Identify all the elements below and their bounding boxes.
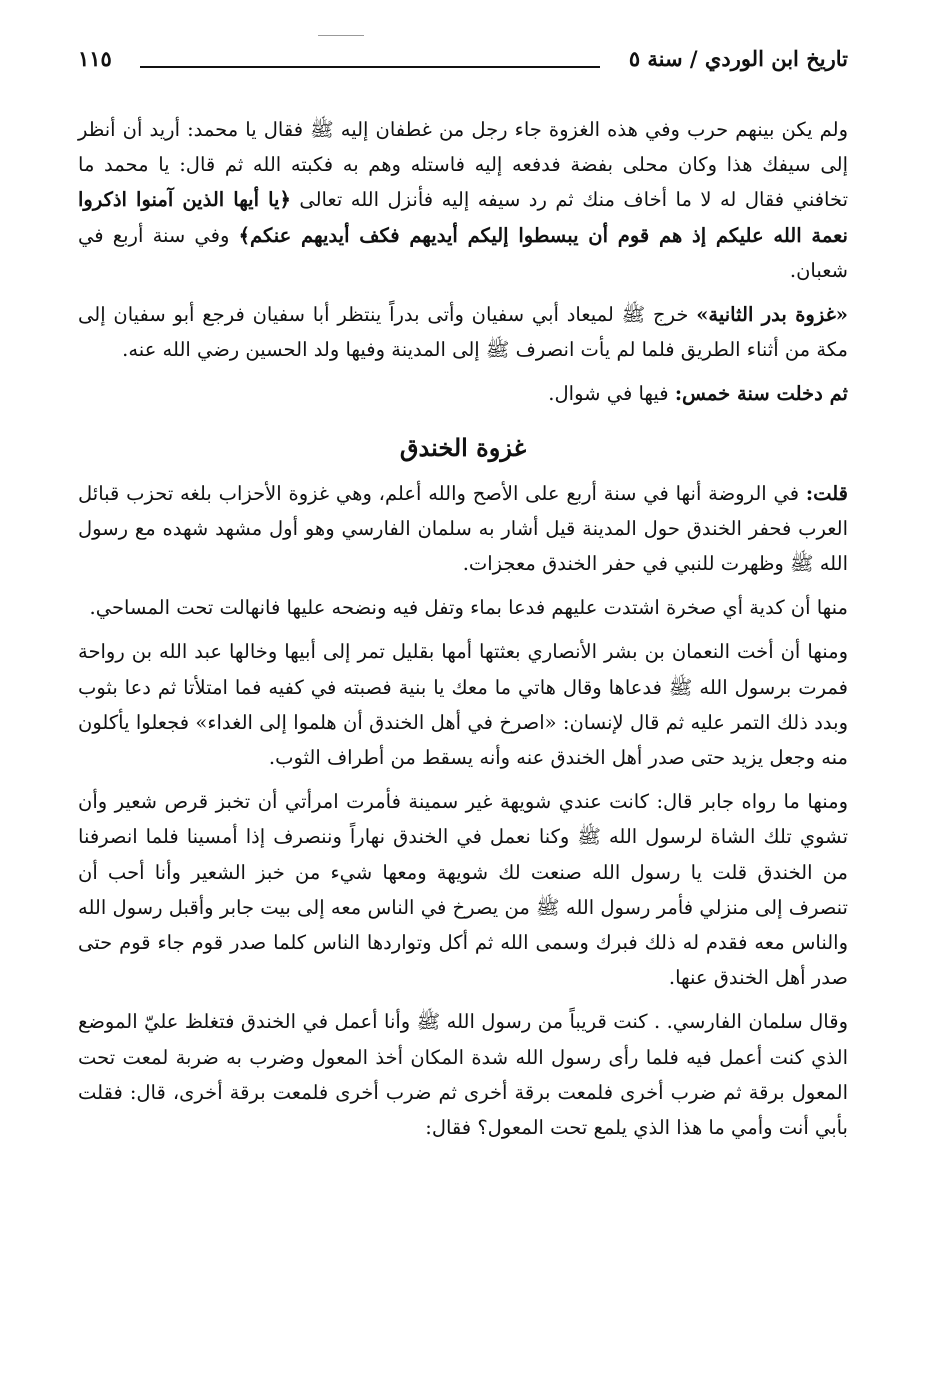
running-title: تاريخ ابن الوردي / سنة ٥ <box>628 46 848 71</box>
section-heading: غزوة الخندق <box>399 432 527 462</box>
paragraph <box>78 297 848 367</box>
paragraph-text: وفي سنة أربع في شعبان. <box>78 223 848 282</box>
page-number: ١١٥ <box>78 46 112 71</box>
paragraph <box>78 634 848 775</box>
paragraph-text: ومنها ما رواه جابر قال: كانت عندي شويهة غير سمينة فأمرت امرأتي أن تخبز قرص شعير وأن تشوي تلك الشاة لرسول الله ﷺ وكنا نعمل في الخندق نهاراً وننصرف إذا أمسينا فلما انصرفنا من الخندق قلت يا رسول الله صنعت لك شويهة ومعها شيء من خبز الشعير وأنا أحب أن تنصرف إلى منزلي فأمر رسول الله ﷺ من يصرخ في الناس معه إلى بيت جابر وأقبل رسول الله والناس معه فقدم له ذلك فبرك وسمى الله ثم أكل وتواردها الناس كلما صدر قوم جاء قوم حتى صدر أهل الخندق عنها. <box>78 790 848 990</box>
paragraph <box>78 1004 848 1145</box>
quran-verse: ﴿يا أيها الذين آمنوا اذكروا نعمة الله عليكم إذ هم قوم أن يبسطوا إليكم أيديهم فكف أيديهم عنكم﴾ <box>78 188 848 247</box>
top-mark <box>318 35 364 36</box>
paragraph-text: وقال سلمان الفارسي. . كنت قريباً من رسول الله ﷺ وأنا أعمل في الخندق فتغلظ عليّ الموضع الذي كنت أعمل فيه فلما رأى رسول الله شدة المكان أخذ المعول وضرب به ضربة لمعت تحت المعول برقة ثم ضرب أخرى فلمعت برقة أخرى ثم ضرب أخرى فلمعت برقة أخرى، قال: فقلت بأبي أنت وأمي ما هذا الذي يلمع تحت المعول؟ فقال: <box>78 1010 848 1140</box>
paragraph <box>78 112 848 288</box>
paragraph <box>78 590 848 625</box>
paragraph-text: منها أن كدية أي صخرة اشتدت عليهم فدعا بماء وتفل فيه ونضحه عليها فانهالت تحت المساحي. <box>89 596 848 620</box>
paragraph-text: خرج ﷺ لميعاد أبي سفيان وأتى بدراً ينتظر أبا سفيان فرجع أبو سفيان إلى مكة من أثناء الطريق فلما لم يأت انصرف ﷺ إلى المدينة وفيها ولد الحسين رضي الله عنه. <box>78 303 848 362</box>
paragraph <box>78 476 848 582</box>
paragraph-text: ومنها أن أخت النعمان بن بشر الأنصاري بعثتها أمها بقليل تمر إلى أبيها وخالها عبد الله بن رواحة فمرت برسول الله ﷺ فدعاها وقال هاتي ما معك يا بنية فصبته في كفيه فما امتلأتا ثم دعا بثوب وبدد ذلك التمر عليه ثم قال لإنسان: «اصرخ في أهل الخندق أن هلموا إلى الغداء» فجعلوا يأكلون منه وجعل يزيد حتى صدر أهل الخندق عنه وأنه يسقط من أطراف الثوب. <box>78 640 848 770</box>
page-header <box>78 44 848 84</box>
paragraph-text: ولم يكن بينهم حرب وفي هذه الغزوة جاء رجل من غطفان إليه ﷺ فقال يا محمد: أريد أن أنظر إلى سيفك هذا وكان محلى بفضة فدفعه إليه فاستله وهم به فكبته الله ثم قال: يا محمد ما تخافني فقال له لا ما أخاف منك ثم رد سيفه إليه فأنزل الله تعالى <box>78 118 848 212</box>
paragraph-text: فيها في شوال. <box>548 382 675 406</box>
paragraph <box>78 784 848 995</box>
paragraph <box>78 376 848 411</box>
page-body <box>78 112 848 1145</box>
paragraph-lead: «غزوة بدر الثانية» <box>696 303 848 327</box>
paragraph-lead: ثم دخلت سنة خمس: <box>674 382 848 406</box>
header-rule <box>140 66 600 68</box>
paragraph-text: في الروضة أنها في سنة أربع على الأصح والله أعلم، وهي غزوة الأحزاب بلغه تحزب قبائل العرب فحفر الخندق حول المدينة قيل أشار به سلمان الفارسي وهو أول مشهد شهده مع رسول الله ﷺ وظهرت للنبي في حفر الخندق معجزات. <box>78 481 848 576</box>
paragraph-lead: قلت: <box>805 481 848 505</box>
